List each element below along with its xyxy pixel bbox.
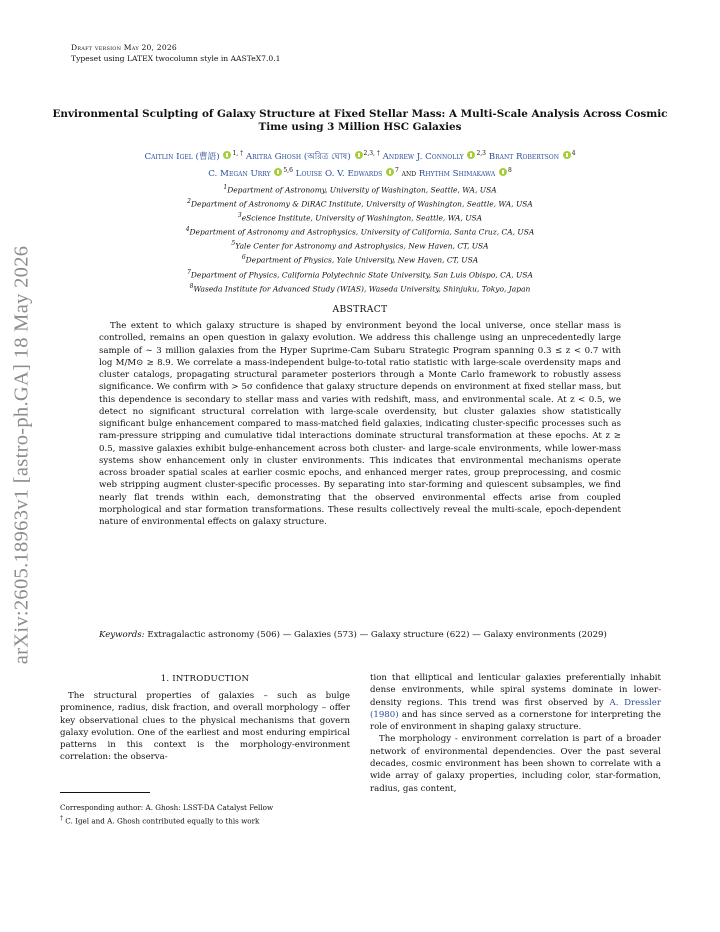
footnotes — [60, 803, 360, 826]
draft-version-line: Draft version May 20, 2026 — [71, 43, 177, 52]
author-affil-sup: 5,6 — [283, 166, 293, 174]
typeset-line: Typeset using LATEX twocolumn style in AASTeX7.0.1 — [71, 54, 281, 63]
author-line-1 — [40, 147, 680, 164]
intro-right-paragraph-1: tion that elliptical and lenticular galaxies preferentially inhabit dense environments, while spiral systems dominate in lower-density regions. This trend was first observed by A. Dressler (1980) and has since served as a cornerstone for interpreting the role of environment in shaping galaxy structure. — [370, 673, 661, 733]
and-word: and — [401, 168, 417, 179]
affiliation: $^7$Department of Physics, California Polytechnic State University, San Luis Obispo, CA, USA — [187, 268, 533, 280]
abstract-heading: ABSTRACT — [332, 304, 388, 315]
section-heading-introduction: 1. INTRODUCTION — [160, 674, 250, 684]
keywords — [99, 629, 621, 642]
orcid-icon[interactable] — [274, 168, 282, 176]
author-list — [40, 147, 680, 181]
author-name[interactable]: Andrew J. Connolly — [382, 151, 464, 162]
intro-right-column — [370, 672, 661, 795]
keywords-text: Extragalactic astronomy (506) — Galaxies (573) — Galaxy structure (622) — Galaxy environments (2029) — [147, 630, 607, 640]
author-name[interactable]: Brant Robertson — [488, 151, 559, 162]
orcid-icon[interactable] — [467, 151, 475, 159]
author-affil-sup: 4 — [571, 150, 576, 157]
affiliation: $^4$Department of Astronomy and Astrophysics, University of California, Santa Cruz, CA, USA — [185, 226, 535, 237]
orcid-icon[interactable] — [355, 151, 363, 159]
affiliation-list — [40, 182, 680, 295]
intro-left-paragraph: The structural properties of galaxies – such as bulge prominence, radius, disk fraction, and overall morphology – offer key observational clues to the physical mechanisms that govern galaxy evolution. One of the earliest and most enduring empirical patterns in this context is the morphology-environment correlation: the observa- — [60, 691, 350, 763]
keywords-label: Keywords: — [99, 630, 145, 640]
affiliation: $^2$Department of Astronomy & DiRAC Institute, University of Washington, Seattle, WA, USA — [187, 198, 533, 209]
author-affil-sup: 8 — [507, 166, 512, 174]
author-name[interactable]: C. Megan Urry — [208, 168, 271, 179]
equal-contribution-note: † C. Igel and A. Ghosh contributed equally to this work — [60, 814, 260, 825]
affiliation: $^1$Department of Astronomy, University of Washington, Seattle, WA, USA — [223, 184, 497, 195]
orcid-icon[interactable] — [563, 151, 571, 159]
affiliation: $^5$Yale Center for Astronomy and Astrophysics, New Haven, CT, USA — [231, 240, 489, 251]
abstract-text: The extent to which galaxy structure is shaped by environment beyond the local universe, once stellar mass is controlled, remains an open question in galaxy evolution. We address this challenge using an unprecedentedly large sample of ∼ 3 million galaxies from the Hyper Suprime-Cam Subaru Strategic Program spanning 0.3 ≤ z < 0.7 with log M/M⊙ ≥ 8.9. We correlate a mass-independent bulge-to-total ratio statistic with large-scale overdensity maps and cluster catalogs, propagating structural parameter posteriors through a Monte Carlo framework to robustly assess significance. We confirm with > 5σ confidence that galaxy structure depends on environment at fixed stellar mass, but this dependence is secondary to stellar mass and varies with redshift, mass, and environmental scale. At z < 0.5, we detect no significant structural correlation with large-scale overdensity, but cluster galaxies show statistically significant bulge enhancement compared to mass-matched field galaxies, indicating cluster-specific processes such as ram-pressure stripping and cumulative tidal interactions dominate structural transformation at these epochs. At z ≥ 0.5, massive galaxies exhibit bulge-enhancement across both cluster- and large-scale environments, while lower-mass systems show enhancement only in cluster environments. This indicates that environmental mechanisms operate across broader spatial scales at earlier cosmic epochs, and enhanced merger rates, group preprocessing, and cosmic web stripping augment cluster-specific processes. By separating into star-forming and quiescent subsamples, we find nearly flat trends within each, demonstrating that the observed environmental effects arise from coupled morphological and star formation transformations. These results collectively reveal the multi-scale, epoch-dependent nature of environmental effects on galaxy structure. — [99, 321, 621, 527]
affiliation: $^6$Department of Physics, Yale University, New Haven, CT, USA — [241, 254, 479, 265]
corresponding-author-note: Corresponding author: A. Ghosh: LSST-DA Catalyst Fellow — [60, 803, 274, 812]
footnote-divider — [60, 792, 150, 793]
author-affil-sup: 2,3 — [476, 150, 486, 157]
orcid-icon[interactable] — [499, 168, 507, 176]
affiliation: $^3$eScience Institute, University of Washington, Seattle, WA, USA — [237, 212, 483, 223]
arxiv-stamp[interactable] — [6, 235, 38, 675]
author-name[interactable]: Aritra Ghosh (অরিত্র ঘোষ) — [245, 151, 351, 162]
author-line-2 — [40, 164, 680, 181]
citation-link[interactable]: A. Dressler (1980) — [370, 697, 661, 720]
author-affil-sup: 1, † — [232, 150, 244, 157]
orcid-icon[interactable] — [223, 151, 231, 159]
affiliation: $^8$Waseda Institute for Advanced Study (WIAS), Waseda University, Shinjuku, Tokyo, Japan — [189, 282, 531, 294]
author-name[interactable]: Rhythm Shimakawa — [418, 168, 496, 179]
author-name[interactable]: Louise O. V. Edwards — [295, 168, 383, 179]
paper-title: Environmental Sculpting of Galaxy Structure at Fixed Stellar Mass: A Multi-Scale Analysis Across Cosmic Time using 3 Million HSC Galaxies — [52, 108, 668, 133]
author-affil-sup: 2,3, † — [363, 150, 380, 157]
author-affil-sup: 7 — [395, 166, 399, 174]
intro-right-paragraph-2: The morphology - environment correlation is part of a broader network of environmental dependencies. Over the past several decades, cosmic environment has been shown to correlate with a wide array of galaxy properties, including color, star-formation, radius, gas content, — [370, 734, 661, 794]
author-name[interactable]: Caitlin Igel (曹語) — [144, 151, 220, 162]
arxiv-stamp-text: arXiv:2605.18963v1 [astro-ph.GA] 18 May 2026 — [10, 245, 33, 665]
orcid-icon[interactable] — [386, 168, 394, 176]
